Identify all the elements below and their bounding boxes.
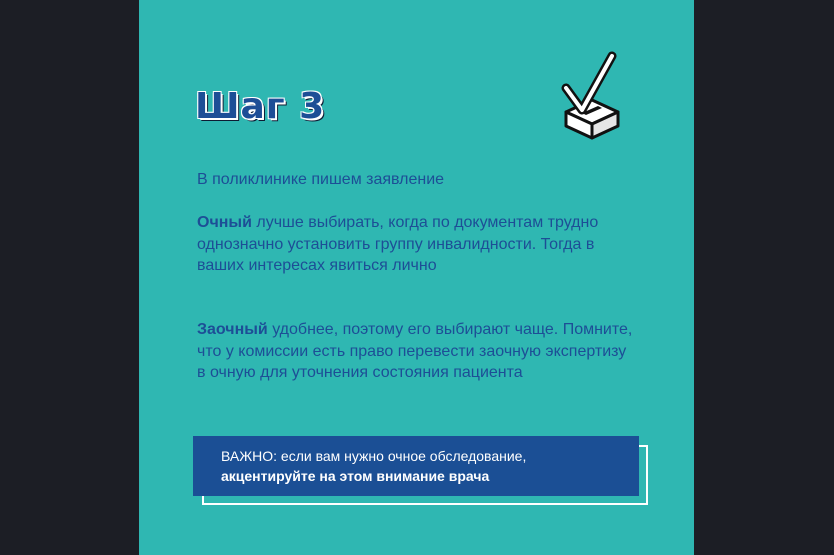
paragraph-remote-bold: Заочный [197, 321, 268, 338]
note-line-1: ВАЖНО: если вам нужно очное обследование, [221, 448, 527, 464]
paragraph-in-person [197, 212, 637, 277]
paragraph-in-person-text: лучше выбирать, когда по документам трудно однозначно установить группу инвалидности. Тогда в ваших интересах явиться лично [197, 214, 599, 274]
note-line-2: акцентируйте на этом внимание врача [221, 468, 490, 484]
paragraph-remote-text: удобнее, поэтому его выбирают чаще. Помните, что у комиссии есть право перевести заочную экспертизу в очную для уточнения состояния пациента [197, 321, 633, 381]
lead-text: В поликлинике пишем заявление [197, 171, 445, 188]
paragraph-remote [197, 319, 637, 384]
step-card [139, 0, 694, 555]
ballot-box-checkmark-icon [560, 50, 624, 140]
important-note [193, 436, 639, 496]
step-title: Шаг 3 [195, 86, 326, 127]
paragraph-in-person-bold: Очный [197, 214, 252, 231]
